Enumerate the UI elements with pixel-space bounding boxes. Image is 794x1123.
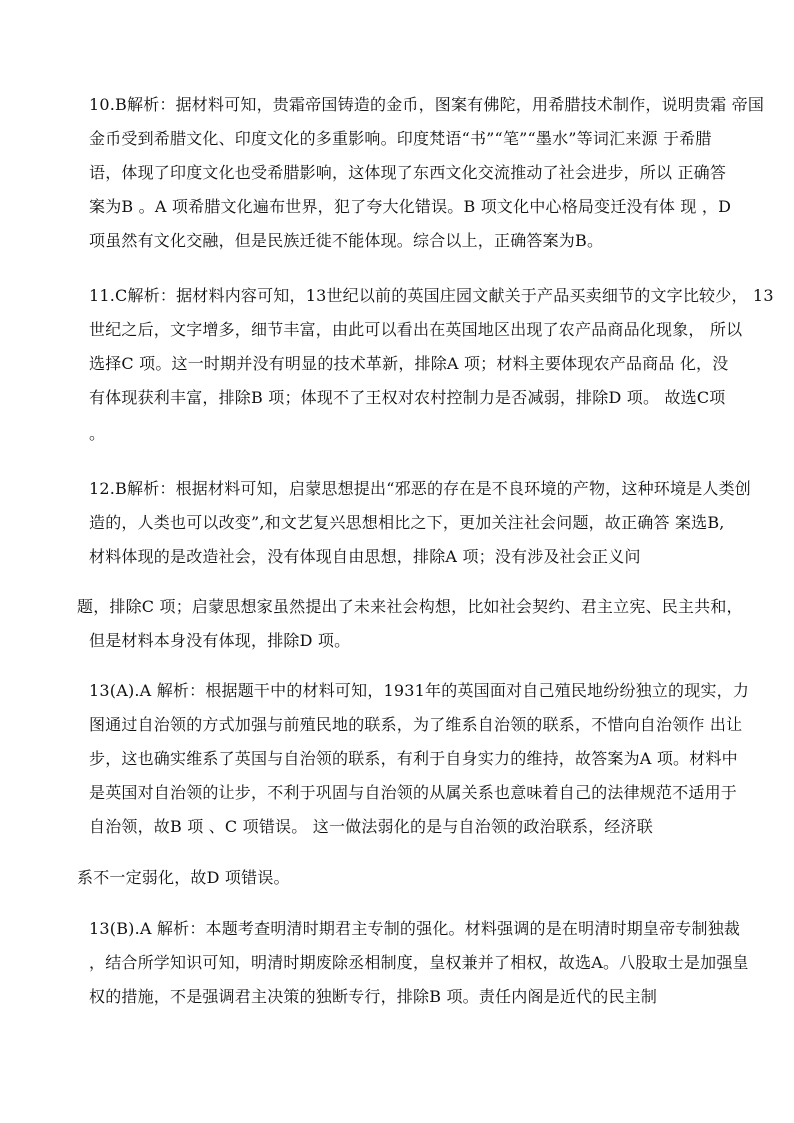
text-line: 材料体现的是改造社会，没有体现自由思想，排除A 项；没有涉及社会正义问 — [89, 547, 641, 566]
text-line: 。 — [89, 424, 106, 443]
text-line: 系不一定弱化，故D 项错误。 — [77, 868, 290, 887]
text-line: 金币受到希腊文化、印度文化的多重影响。印度梵语“书”“笔”“墨水”等词汇来源 于希腊 — [89, 129, 712, 148]
text-line: 13(A).A 解析：根据题干中的材料可知，1931年的英国面对自己殖民地纷纷独立的现实，力 — [89, 681, 750, 700]
text-line: 案为B 。A 项希腊文化遍布世界，犯了夸大化错误。B 项文化中心格局变迁没有体 现 ，D — [89, 197, 732, 216]
text-line: 10.B解析：据材料可知，贵霜帝国铸造的金币，图案有佛陀，用希腊技术制作，说明贵霜 帝国 — [89, 95, 765, 114]
text-line: ，结合所学知识可知，明清时期废除丞相制度，皇权兼并了相权，故选A。八股取士是加强皇 — [89, 953, 749, 972]
text-line: 题，排除C 项；启蒙思想家虽然提出了未来社会构想，比如社会契约、君主立宪、民主共和， — [77, 597, 743, 616]
text-line: 项虽然有文化交融，但是民族迁徙不能体现。综合以上，正确答案为B。 — [89, 231, 604, 250]
text-line: 语，体现了印度文化也受希腊影响，这体现了东西文化交流推动了社会进步，所以 正确答 — [89, 163, 727, 182]
text-line: 自治领，故B 项 、C 项错误。 这一做法弱化的是与自治领的政治联系，经济联 — [89, 817, 653, 836]
text-line: 13(B).A 解析：本题考查明清时期君主专制的强化。材料强调的是在明清时期皇帝专制独裁 — [89, 919, 741, 938]
text-line: 11.C解析：据材料内容可知，13世纪以前的英国庄园文献关于产品买卖细节的文字比较少， 13 — [89, 286, 774, 305]
text-line: 世纪之后，文字增多，细节丰富，由此可以看出在英国地区出现了农产品商品化现象， 所以 — [89, 320, 743, 339]
text-line: 有体现获利丰富，排除B 项；体现不了王权对农村控制力是否减弱，排除D 项。 故选C项 — [89, 388, 726, 407]
text-line: 造的，人类也可以改变”,和文艺复兴思想相比之下，更加关注社会问题，故正确答 案选B, — [89, 513, 725, 532]
text-line: 12.B解析：根据材料可知，启蒙思想提出“邪恶的存在是不良环境的产物，这种环境是人类创 — [89, 479, 751, 498]
text-line: 是英国对自治领的让步，不利于巩固与自治领的从属关系也意味着自己的法律规范不适用于 — [89, 783, 738, 802]
text-line: 步，这也确实维系了英国与自治领的联系，有利于自身实力的维持，故答案为A 项。材料中 — [89, 749, 738, 768]
text-line: 但是材料本身没有体现，排除D 项。 — [89, 631, 351, 650]
text-line: 图通过自治领的方式加强与前殖民地的联系，为了维系自治领的联系，不惜向自治领作 出让 — [89, 715, 743, 734]
text-line: 权的措施，不是强调君主决策的独断专行，排除B 项。责任内阁是近代的民主制 — [89, 987, 658, 1006]
text-line: 选择C 项。这一时期并没有明显的技术革新，排除A 项；材料主要体现农产品商品 化，没 — [89, 354, 729, 373]
